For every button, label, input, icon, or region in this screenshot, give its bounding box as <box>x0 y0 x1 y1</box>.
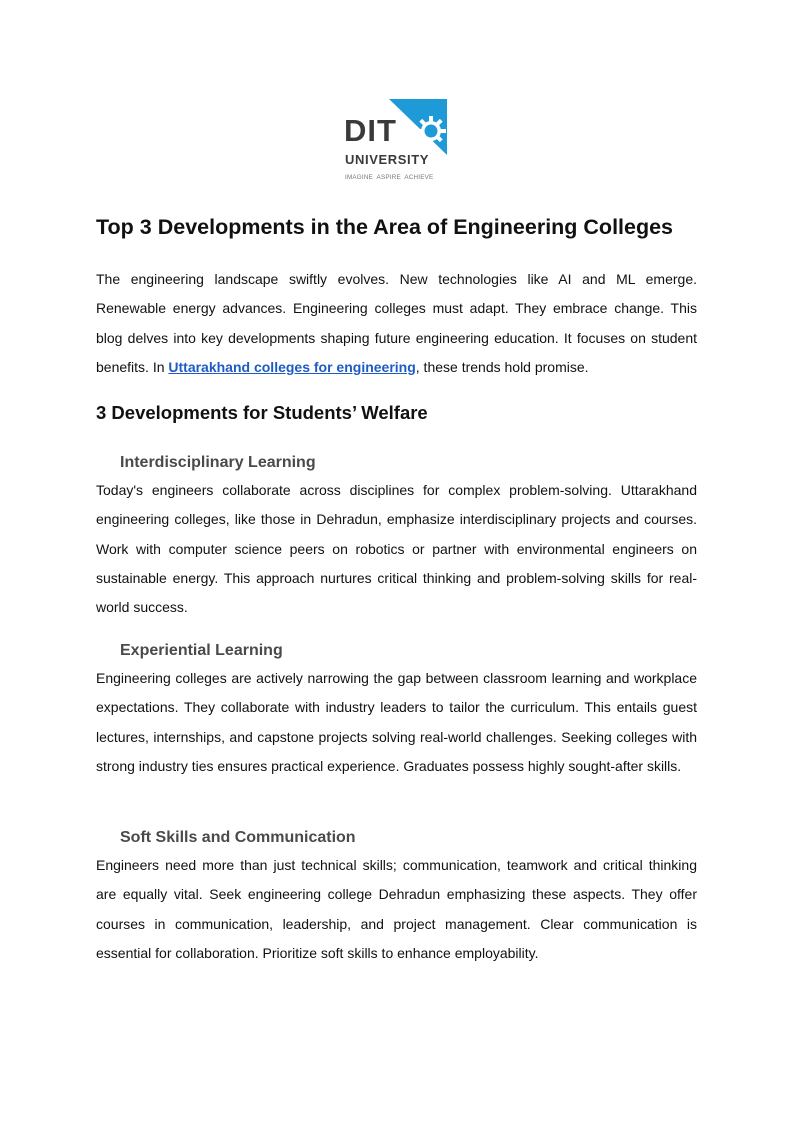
section-heading: 3 Developments for Students’ Welfare <box>96 402 428 423</box>
subsection-heading-experiential: Experiential Learning <box>120 642 283 659</box>
uttarakhand-colleges-link[interactable]: Uttarakhand colleges for engineering <box>168 358 416 375</box>
subsection-body-soft-skills: Engineers need more than just technical skills; communication, teamwork and critical thinking are equally vital. Seek engineering college Dehradun emphasizing these aspects. They offer courses in communication, leadership, and project management. Clear communication is essential for collaboration. Prioritize soft skills to enhance employability. <box>96 857 697 961</box>
subsection-heading-interdisciplinary: Interdisciplinary Learning <box>120 454 316 471</box>
gear-triangle-icon <box>389 99 447 155</box>
subsection-body-interdisciplinary: Today's engineers collaborate across disciplines for complex problem-solving. Uttarakhand engineering colleges, like those in Dehradun, emphasize interdisciplinary projects and courses. Work with computer science peers on robotics or partner with environmental engineers on sustainable energy. This approach nurtures critical thinking and problem-solving skills for real-world success. <box>96 482 697 616</box>
intro-text-end: , these trends hold promise. <box>415 358 589 375</box>
subsection-heading-soft-skills: Soft Skills and Communication <box>120 829 356 846</box>
logo-brand-text: DIT <box>344 113 397 148</box>
dit-university-logo <box>343 97 449 183</box>
intro-text-start: The engineering landscape swiftly evolves. New technologies like AI and ML emerge. Renewable energy advances. Engineering colleges must adapt. They embrace change. This blog delves into key developments shaping future engineering education. It focuses on student benefits. In <box>96 271 697 375</box>
logo-tagline-text: IMAGINE ASPIRE ACHIEVE <box>345 174 434 181</box>
intro-paragraph <box>96 265 697 382</box>
subsection-body-experiential: Engineering colleges are actively narrowing the gap between classroom learning and workplace expectations. They collaborate with industry leaders to tailor the curriculum. This entails guest lectures, internships, and capstone projects solving real-world challenges. Seeking colleges with strong industry ties ensures practical experience. Graduates possess highly sought-after skills. <box>96 670 697 774</box>
logo-name-text: UNIVERSITY <box>345 152 430 167</box>
page-title: Top 3 Developments in the Area of Engineering Colleges <box>96 215 674 239</box>
